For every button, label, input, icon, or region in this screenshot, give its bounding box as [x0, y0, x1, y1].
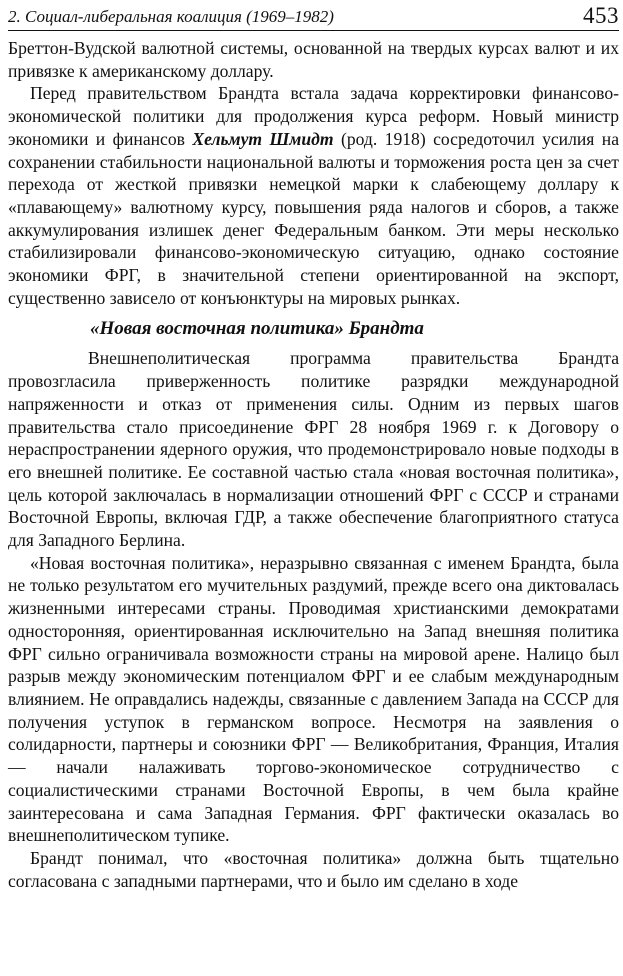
- paragraph-5: Брандт понимал, что «восточная политика» должна быть тщательно согласована с западными партнерами, что и было им сделано в ходе: [8, 847, 619, 891]
- paragraph-4: «Новая восточная политика», неразрывно связанная с именем Брандта, была не только результатом его мучительных раздумий, прежде всего она диктовалась жизненными интересами страны. Проводимая христианскими демократами односторонняя, ориентированная исключительно на Запад внешняя политика ФРГ сильно ограничивала возможности страны на мировой арене. Налицо был разрыв между экономическим потенциалом ФРГ и ее слабым международным влиянием. Не оправдались надежды, связанные с давлением Запада на СССР для получения уступок в германском вопросе. Несмотря на заявления о солидарности, партнеры и союзники ФРГ — Великобритания, Франция, Италия — начали налаживать торгово-экономическое сотрудничество с социалистическими странами Восточной Европы, в чем была крайне заинтересована и сама Западная Германия. ФРГ фактически оказалась во внешнеполитическом тупике.: [8, 552, 619, 846]
- person-name-schmidt: Хельмут Шмидт: [192, 128, 334, 149]
- running-title: 2. Социал-либеральная коалиция (1969–1982): [8, 7, 334, 26]
- page-number: 453: [583, 3, 619, 28]
- paragraph-1: Бреттон-Вудской валютной системы, основанной на твердых курсах валют и их привязке к американскому доллару.: [8, 38, 619, 81]
- running-header: [8, 0, 619, 31]
- paragraph-2: [8, 82, 619, 309]
- page-body: [8, 37, 619, 892]
- section-heading: «Новая восточная политика» Брандта: [90, 318, 424, 340]
- paragraph-2-text-b: (род. 1918) сосредоточил усилия на сохранении стабильности национальной валюты и торможения роста цен за счет перехода от жесткой привязки немецкой марки к слабеющему доллару к «плавающему» валютному курсу, повышения ряда налогов и сборов, а также аккумулирования излишек денег Федеральным банком. Эти меры несколько стабилизировали финансово-экономическую ситуацию, однако состояние экономики ФРГ, в значительной степени ориентированной на экспорт, существенно зависело от конъюнктуры на мировых рынках.: [8, 128, 620, 308]
- paragraph-3: Внешнеполитическая программа правительства Брандта провозгласила приверженность политике разрядки международной напряженности и отказ от применения силы. Одним из первых шагов правительства стало присоединение ФРГ 28 ноября 1969 г. к Договору о нераспространении ядерного оружия, что продемонстрировало новые подходы в его внешней политике. Ее составной частью стала «новая восточная политика», цель которой заключалась в нормализации отношений ФРГ с СССР и странами Восточной Европы, включая ГДР, а также обеспечение благоприятного статуса для Западного Берлина.: [8, 348, 619, 551]
- paragraph-2-text-a: Перед правительством Брандта встала задача корректировки финансово-экономической политики для продолжения курса реформ. Новый министр экономики и финансов: [8, 83, 619, 149]
